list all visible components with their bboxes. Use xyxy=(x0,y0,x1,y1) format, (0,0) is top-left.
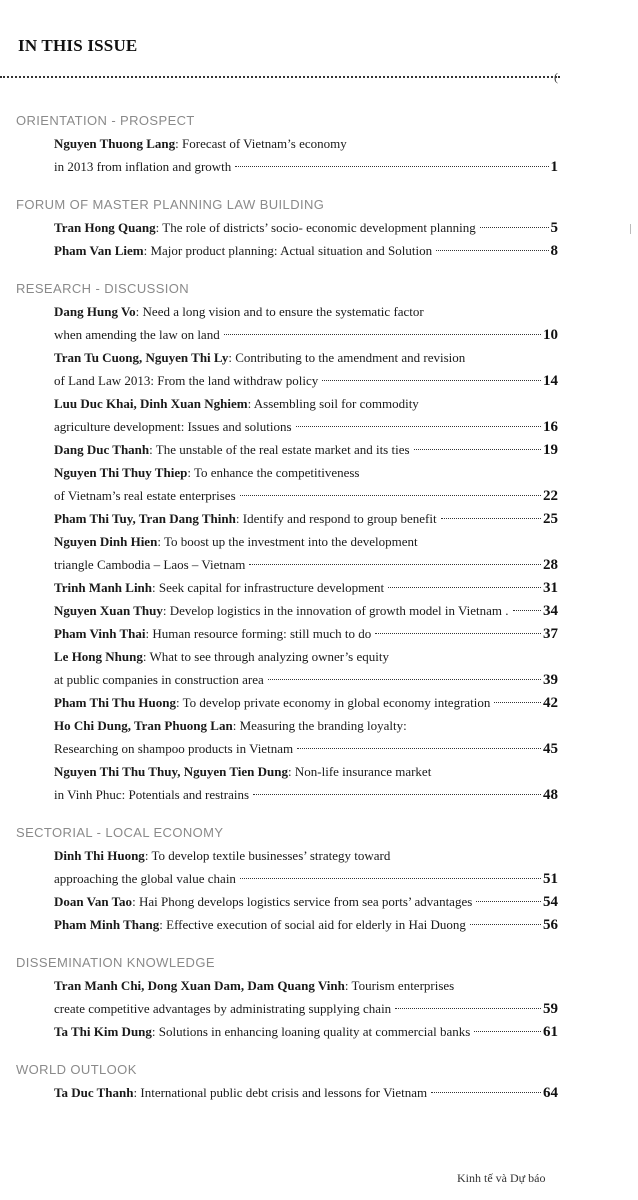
entry-title: The role of districts’ socio- economic development planning xyxy=(162,220,476,235)
toc-entry[interactable] xyxy=(54,714,558,760)
toc-entry[interactable] xyxy=(54,691,558,714)
dot-leader xyxy=(296,426,541,427)
entry-authors: Pham Minh Thang xyxy=(54,917,160,932)
page-number: 56 xyxy=(543,917,558,933)
toc-entry[interactable] xyxy=(54,645,558,691)
page-number: 22 xyxy=(543,488,558,504)
toc-entry[interactable] xyxy=(54,599,558,622)
entry-title-continued: at public companies in construction area xyxy=(54,672,264,687)
entry-title-continued: when amending the law on land xyxy=(54,327,220,342)
dot-leader xyxy=(224,334,541,335)
toc-entry[interactable] xyxy=(54,438,558,461)
entry-title: Major product planning: Actual situation and Solution xyxy=(150,243,433,258)
entry-authors: Pham Van Liem xyxy=(54,243,144,258)
entry-title: To develop private economy in global economy integration xyxy=(182,695,491,710)
entry-title: Contributing to the amendment and revision xyxy=(235,350,466,365)
page-number: 37 xyxy=(543,626,558,642)
entry-authors: Tran Manh Chi, Dong Xuan Dam, Dam Quang Vinh xyxy=(54,978,345,993)
toc-entry[interactable] xyxy=(54,346,558,392)
entry-title: To enhance the competitiveness xyxy=(193,465,360,480)
author-separator: : xyxy=(228,350,236,365)
toc-entry[interactable] xyxy=(54,216,558,239)
author-separator: : xyxy=(155,220,163,235)
entry-authors: Le Hong Nhung xyxy=(54,649,143,664)
entry-title: Tourism enterprises xyxy=(351,978,455,993)
page-number: 45 xyxy=(543,741,558,757)
author-separator: : xyxy=(144,848,152,863)
dotted-divider xyxy=(0,76,560,78)
toc-entry[interactable] xyxy=(54,392,558,438)
dot-leader xyxy=(494,702,541,703)
page-number: 61 xyxy=(543,1024,558,1040)
author-separator: : xyxy=(175,136,183,151)
entry-title: Identify and respond to group benefit xyxy=(242,511,437,526)
author-separator: : xyxy=(145,626,153,641)
page-number: 10 xyxy=(543,327,558,343)
page-number: 16 xyxy=(543,419,558,435)
toc-section xyxy=(0,194,638,262)
author-separator: : xyxy=(235,511,243,526)
toc-entry[interactable] xyxy=(54,300,558,346)
dot-leader xyxy=(474,1031,541,1032)
entry-title-continued: triangle Cambodia – Laos – Vietnam xyxy=(54,557,246,572)
dot-leader xyxy=(253,794,541,795)
entry-authors: Dang Hung Vo xyxy=(54,304,136,319)
dot-leader xyxy=(235,166,548,167)
entry-authors: Nguyen Thi Thu Thuy, Nguyen Tien Dung xyxy=(54,764,288,779)
toc-section xyxy=(0,952,638,1043)
dot-leader xyxy=(297,748,541,749)
section-heading: DISSEMINATION KNOWLEDGE xyxy=(16,955,215,970)
toc-entry[interactable] xyxy=(54,576,558,599)
dot-leader xyxy=(240,878,541,879)
page-footer: Kinh tế và Dự báo xyxy=(457,1171,546,1185)
page-number: 54 xyxy=(543,894,558,910)
page-number: 48 xyxy=(543,787,558,803)
entry-title-continued: agriculture development: Issues and solutions xyxy=(54,419,292,434)
entry-title: Hai Phong develops logistics service from sea ports’ advantages xyxy=(138,894,473,909)
author-separator: : xyxy=(288,764,295,779)
toc-section xyxy=(0,278,638,806)
toc-entry[interactable] xyxy=(54,239,558,262)
page-number: 28 xyxy=(543,557,558,573)
entry-title: Human resource forming: still much to do xyxy=(152,626,372,641)
entry-title: Measuring the branding loyalty: xyxy=(239,718,407,733)
toc-entry[interactable] xyxy=(54,974,558,1020)
entry-title-continued: of Vietnam’s real estate enterprises xyxy=(54,488,236,503)
entry-authors: Pham Thi Tuy, Tran Dang Thinh xyxy=(54,511,236,526)
dot-leader xyxy=(395,1008,541,1009)
page-number: 64 xyxy=(543,1085,558,1101)
entry-title-continued: create competitive advantages by administrating supplying chain xyxy=(54,1001,392,1016)
toc-entry[interactable] xyxy=(54,760,558,806)
entry-title-continued: of Land Law 2013: From the land withdraw policy xyxy=(54,373,319,388)
toc-entry[interactable] xyxy=(54,132,558,178)
page-number: 8 xyxy=(550,243,558,259)
entry-authors: Pham Thi Thu Huong xyxy=(54,695,176,710)
table-of-contents xyxy=(0,110,638,1120)
page-number: 5 xyxy=(550,220,558,236)
author-separator: : xyxy=(176,695,183,710)
entry-authors: Tran Hong Quang xyxy=(54,220,156,235)
toc-section xyxy=(0,822,638,936)
toc-entry[interactable] xyxy=(54,1020,558,1043)
entry-title: To develop textile businesses’ strategy toward xyxy=(151,848,391,863)
entry-authors: Pham Vinh Thai xyxy=(54,626,146,641)
toc-entry[interactable] xyxy=(54,913,558,936)
dot-leader xyxy=(240,495,541,496)
page-number: 42 xyxy=(543,695,558,711)
entry-authors: Tran Tu Cuong, Nguyen Thi Ly xyxy=(54,350,229,365)
entry-title: Seek capital for infrastructure development xyxy=(158,580,385,595)
page-number: 51 xyxy=(543,871,558,887)
entry-title: Solutions in enhancing loaning quality at commercial banks xyxy=(158,1024,471,1039)
dot-leader xyxy=(476,901,541,902)
author-separator: : xyxy=(162,603,170,618)
dot-leader xyxy=(414,449,541,450)
entry-title-continued: approaching the global value chain xyxy=(54,871,236,886)
entry-title-continued: in Vinh Phuc: Potentials and restrains xyxy=(54,787,250,802)
dot-leader xyxy=(249,564,541,565)
toc-entry[interactable] xyxy=(54,461,558,507)
toc-section xyxy=(0,1059,638,1104)
page-number: 19 xyxy=(543,442,558,458)
author-separator: : xyxy=(151,1024,159,1039)
section-heading: WORLD OUTLOOK xyxy=(16,1062,137,1077)
page-number: 1 xyxy=(550,159,558,175)
entry-title: Non-life insurance market xyxy=(294,764,432,779)
author-separator: : xyxy=(142,649,150,664)
entry-title: The unstable of the real estate market and its ties xyxy=(155,442,410,457)
page-number: 14 xyxy=(543,373,558,389)
entry-title: Forecast of Vietnam’s economy xyxy=(182,136,347,151)
toc-entry[interactable] xyxy=(54,622,558,645)
entry-authors: Luu Duc Khai, Dinh Xuan Nghiem xyxy=(54,396,248,411)
entry-authors: Nguyen Thi Thuy Thiep xyxy=(54,465,188,480)
dot-leader xyxy=(441,518,541,519)
author-separator: : xyxy=(187,465,194,480)
page-title: IN THIS ISSUE xyxy=(18,36,138,55)
toc-entry[interactable] xyxy=(54,507,558,530)
page-number: 39 xyxy=(543,672,558,688)
page-number: 31 xyxy=(543,580,558,596)
section-heading: ORIENTATION - PROSPECT xyxy=(16,113,195,128)
dot-leader xyxy=(480,227,549,228)
author-separator: : xyxy=(232,718,240,733)
author-separator: : xyxy=(133,1085,141,1100)
toc-entry[interactable] xyxy=(54,530,558,576)
dot-leader xyxy=(268,679,541,680)
entry-authors: Ho Chi Dung, Tran Phuong Lan xyxy=(54,718,233,733)
entry-authors: Nguyen Dinh Hien xyxy=(54,534,158,549)
dot-leader xyxy=(513,610,542,611)
dot-leader xyxy=(436,250,548,251)
entry-title: To boost up the investment into the development xyxy=(163,534,418,549)
entry-authors: Nguyen Xuan Thuy xyxy=(54,603,163,618)
entry-title: Effective execution of social aid for elderly in Hai Duong xyxy=(166,917,466,932)
divider-end-mark: ( xyxy=(554,70,558,84)
entry-authors: Dang Duc Thanh xyxy=(54,442,150,457)
entry-authors: Doan Van Tao xyxy=(54,894,133,909)
entry-title: Need a long vision and to ensure the systematic factor xyxy=(142,304,424,319)
dot-leader xyxy=(375,633,541,634)
author-separator: : xyxy=(159,917,167,932)
author-separator: : xyxy=(149,442,156,457)
author-separator: : xyxy=(157,534,164,549)
author-separator: : xyxy=(135,304,143,319)
author-separator: : xyxy=(152,580,159,595)
entry-authors: Nguyen Thuong Lang xyxy=(54,136,176,151)
section-heading: FORUM OF MASTER PLANNING LAW BUILDING xyxy=(16,197,325,212)
dot-leader xyxy=(322,380,541,381)
entry-authors: Ta Duc Thanh xyxy=(54,1085,134,1100)
dot-leader xyxy=(388,587,541,588)
toc-entry[interactable] xyxy=(54,844,558,890)
author-separator: : xyxy=(143,243,151,258)
entry-title-continued: Researching on shampoo products in Vietnam xyxy=(54,741,294,756)
entry-authors: Dinh Thi Huong xyxy=(54,848,145,863)
entry-title-continued: in 2013 from inflation and growth xyxy=(54,159,232,174)
toc-section xyxy=(0,110,638,178)
author-separator: : xyxy=(247,396,254,411)
section-heading: RESEARCH - DISCUSSION xyxy=(16,281,190,296)
entry-authors: Ta Thi Kim Dung xyxy=(54,1024,152,1039)
entry-title: International public debt crisis and lessons for Vietnam xyxy=(140,1085,428,1100)
author-separator: : xyxy=(132,894,139,909)
entry-authors: Trinh Manh Linh xyxy=(54,580,153,595)
author-separator: : xyxy=(344,978,352,993)
dot-leader xyxy=(431,1092,541,1093)
entry-title: What to see through analyzing owner’s equity xyxy=(149,649,389,664)
toc-entry[interactable] xyxy=(54,1081,558,1104)
entry-title: Assembling soil for commodity xyxy=(253,396,419,411)
page-number: 59 xyxy=(543,1001,558,1017)
entry-title: Develop logistics in the innovation of growth model in Vietnam . xyxy=(169,603,509,618)
page-number: 34 xyxy=(543,603,558,619)
page-number: 25 xyxy=(543,511,558,527)
toc-entry[interactable] xyxy=(54,890,558,913)
section-heading: SECTORIAL - LOCAL ECONOMY xyxy=(16,825,224,840)
dot-leader xyxy=(470,924,541,925)
